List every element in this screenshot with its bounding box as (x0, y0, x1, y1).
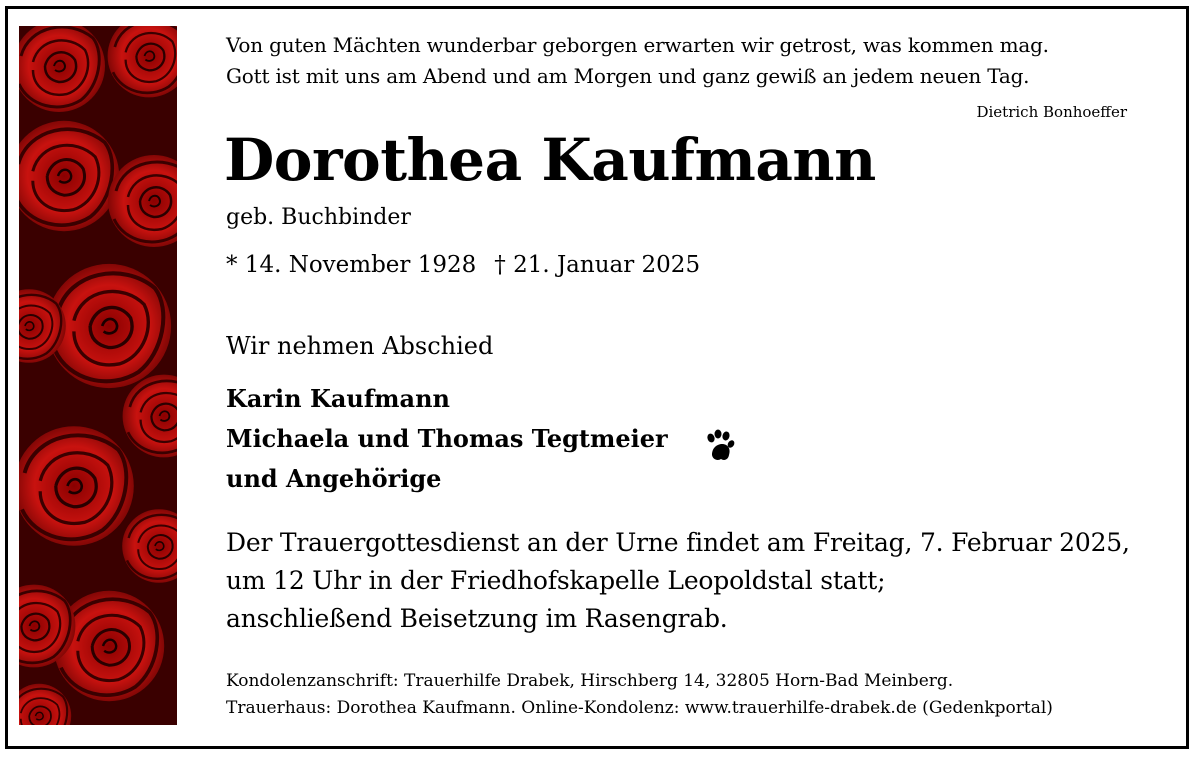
farewell-text: Wir nehmen Abschied (226, 332, 494, 360)
mourners-list (226, 379, 668, 499)
quote-line-1: Von guten Mächten wunderbar geborgen erwarten wir getrost, was kommen mag. (226, 33, 1049, 57)
deceased-name: Dorothea Kaufmann (224, 126, 876, 194)
death-date: † 21. Januar 2025 (494, 252, 701, 278)
red-roses-image (19, 26, 177, 725)
quote-author: Dietrich Bonhoeffer (976, 103, 1127, 121)
mourner-name: Michaela und Thomas Tegtmeier (226, 424, 668, 453)
mourner-name: und Angehörige (226, 464, 442, 493)
service-line-3: anschließend Beisetzung im Rasengrab. (226, 604, 728, 633)
service-line-1: Der Trauergottesdienst an der Urne findet am Freitag, 7. Februar 2025, (226, 528, 1130, 557)
life-dates (226, 252, 700, 278)
paw-print-icon (704, 429, 736, 465)
service-announcement (226, 524, 1130, 638)
quote-line-2: Gott ist mit uns am Abend und am Morgen und ganz gewiß an jedem neuen Tag. (226, 64, 1030, 88)
birth-name: geb. Buchbinder (226, 205, 411, 230)
mourner-name: Karin Kaufmann (226, 384, 451, 413)
contact-info (226, 668, 1053, 722)
online-condolence: Trauerhaus: Dorothea Kaufmann. Online-Kondolenz: www.trauerhilfe-drabek.de (Gedenkportal) (226, 698, 1053, 718)
service-line-2: um 12 Uhr in der Friedhofskapelle Leopoldstal statt; (226, 566, 886, 595)
birth-date: * 14. November 1928 (226, 252, 477, 278)
condolence-address: Kondolenzanschrift: Trauerhilfe Drabek, Hirschberg 14, 32805 Horn-Bad Meinberg. (226, 671, 954, 691)
bonhoeffer-quote (226, 30, 1049, 92)
